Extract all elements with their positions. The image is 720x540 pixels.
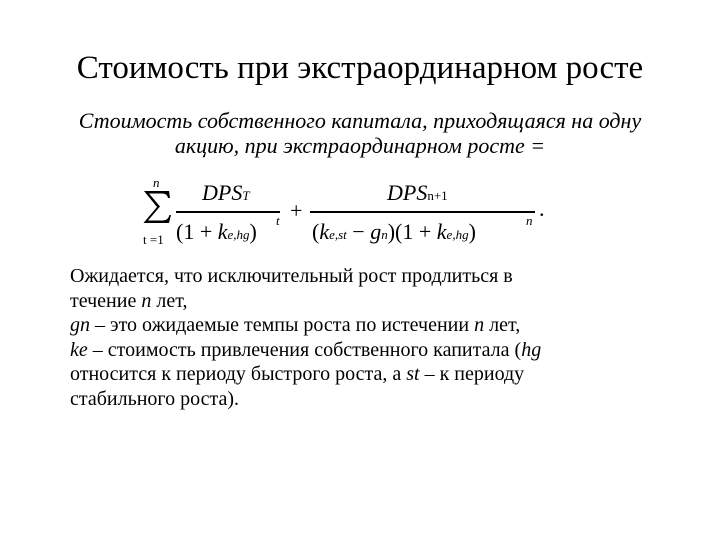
term2-den-minus: − [346,219,371,244]
term2-den-k1: k [319,219,330,244]
term1-den-open: (1 + [176,219,218,244]
body-line-2-suffix: лет, [151,289,188,312]
body-line-4-hg: hg [521,338,542,361]
subtitle-line-1: Стоимость собственного капитала, приходящаяся на одну [78,108,642,133]
term2-den-sub1: e,st [329,227,347,242]
body-line-2-prefix: течение [70,289,142,312]
term2-numerator-sub: n+1 [427,188,448,203]
term1-denominator [176,221,257,243]
body-line-3-gn: gn [70,314,90,337]
term2-den-sub2: e,hg [446,227,469,242]
term1-den-sub: e,hg [227,227,250,242]
term2-exponent: n [526,213,533,228]
body-line-4-ke: ke [70,338,88,361]
body-line-2 [70,289,660,314]
body-line-3-n: n [474,314,485,337]
term2-den-mid: )(1 + [387,219,437,244]
subtitle-line-2: акцию, при экстраординарном росте = [174,133,546,158]
term2-den-k2: k [436,219,447,244]
term2-den-gsub: n [381,227,388,242]
body-line-5-suffix: – к периоду [419,363,525,386]
term1-fraction-bar [176,211,280,213]
term2-den-g: g [370,219,382,244]
plus-sign: + [290,198,303,223]
formula-period: . [539,196,545,221]
sum-lower-limit: t =1 [143,232,164,247]
body-line-1: Ожидается, что исключительный рост продлиться в [70,265,513,287]
body-line-5-st: st [406,363,420,386]
term2-numerator-text: DPS [387,180,428,205]
body-text [70,264,660,412]
body-line-6: стабильного роста). [70,387,240,410]
term2-denominator [312,221,476,243]
term1-numerator-sub: T [242,188,250,203]
body-line-4-mid: – стоимость привлечения собственного капитала ( [87,338,522,361]
page-title: Стоимость при экстраординарном росте [76,50,644,86]
term2-den-open: ( [312,219,320,244]
body-line-3-suffix: лет, [484,314,521,337]
term2-den-close: ) [468,219,476,244]
term1-den-k: k [217,219,228,244]
term2-numerator [387,182,448,204]
term1-numerator-text: DPS [202,180,243,205]
summation-sign [142,189,172,225]
formula [142,176,562,254]
term2-fraction-bar [310,211,535,213]
body-line-4 [70,338,660,363]
term1-den-close: ) [249,219,257,244]
sum-upper-limit: n [153,175,160,190]
subtitle [60,108,660,158]
body-line-3-mid: – это ожидаемые темпы роста по истечении [90,314,475,337]
body-line-5-prefix: относится к периоду быстрого роста, а [70,363,407,386]
body-line-5 [70,362,660,387]
body-line-3 [70,313,660,338]
body-line-2-n: n [141,289,152,312]
term1-numerator [202,182,250,204]
term1-exponent: t [276,213,280,228]
